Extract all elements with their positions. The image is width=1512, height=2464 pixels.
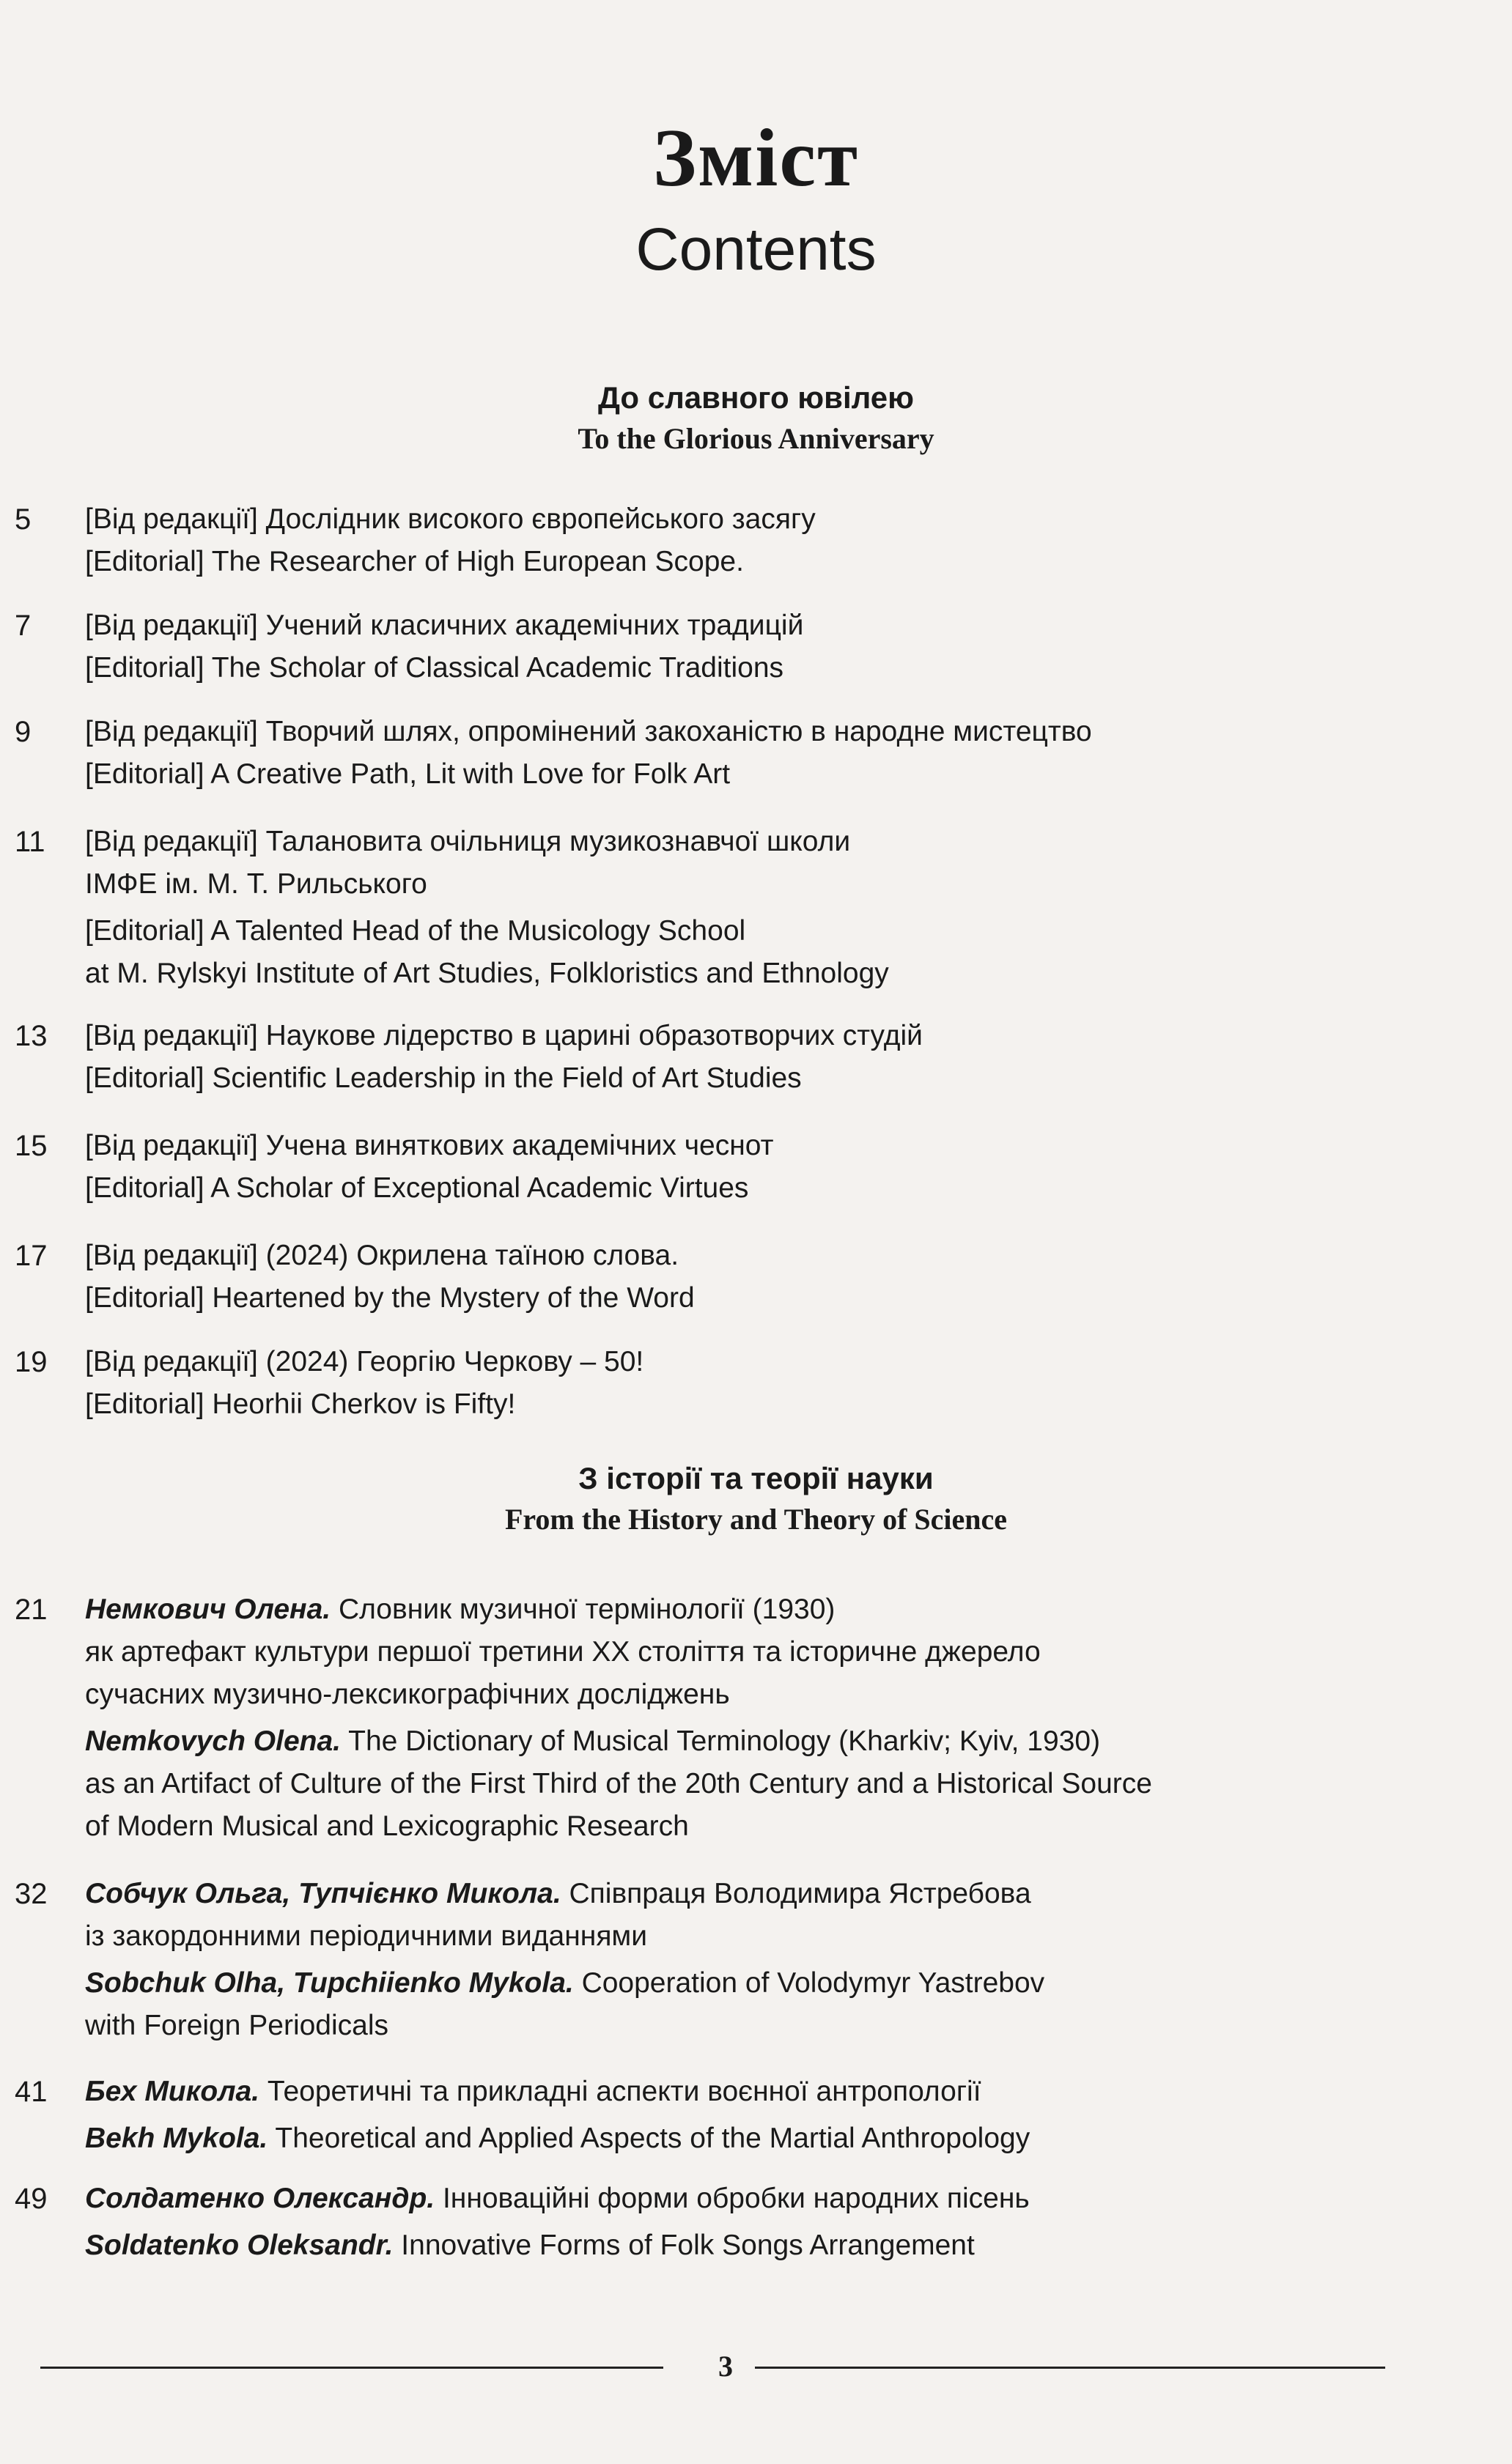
- section-title-en: To the Glorious Anniversary: [578, 422, 934, 455]
- toc-title-en: [Editorial] A Creative Path, Lit with Love for Folk Art: [85, 758, 731, 790]
- toc-author-en: Bekh Mykola.: [85, 2123, 268, 2154]
- toc-title-uk: [Від редакції] (2024) Окрилена таїною слова.: [85, 1240, 679, 1271]
- toc-page-number: 15: [15, 1130, 48, 1162]
- toc-page-number: 21: [15, 1594, 48, 1626]
- toc-title-en: [Editorial] Heorhii Cherkov is Fifty!: [85, 1388, 516, 1420]
- toc-title-en: [Editorial] The Researcher of High European Scope.: [85, 546, 744, 577]
- toc-title-en: with Foreign Periodicals: [85, 2010, 389, 2041]
- toc-title-uk: сучасних музично-лексикографічних досліджень: [85, 1679, 730, 1710]
- toc-entry[interactable]: [15, 498, 1480, 583]
- toc-author-uk: Собчук Ольга, Тупчієнко Микола.: [85, 1878, 561, 1909]
- toc-page-number: 32: [15, 1878, 48, 1910]
- toc-title-uk: [Від редакції] Учений класичних академічних традицій: [85, 610, 804, 641]
- footer-rule-right: [755, 2367, 1385, 2369]
- toc-title-en: Theoretical and Applied Aspects of the Martial Anthropology: [268, 2123, 1030, 2154]
- section-title-en: From the History and Theory of Science: [504, 1503, 1008, 1536]
- toc-title-uk: [Від редакції] Творчий шлях, опромінений закоханістю в народне мистецтво: [85, 716, 1092, 747]
- page-title-en: Contents: [635, 216, 877, 283]
- toc-title-uk: із закордонними періодичними виданнями: [85, 1920, 648, 1952]
- toc-entry[interactable]: [15, 1588, 1480, 1848]
- toc-entry[interactable]: [15, 1125, 1480, 1210]
- toc-page-number: 17: [15, 1240, 48, 1272]
- toc-title-en: [Editorial] Heartened by the Mystery of the Word: [85, 1282, 695, 1314]
- page-title-uk: Зміст: [652, 113, 860, 204]
- toc-title-en: [Editorial] A Scholar of Exceptional Academic Virtues: [85, 1172, 749, 1204]
- toc-page-number: 9: [15, 716, 32, 748]
- toc-title-uk: [Від редакції] Учена винятковиx академічних чеснот: [85, 1130, 774, 1161]
- toc-title-uk: [Від редакції] (2024) Георгію Черкову – 50!: [85, 1346, 644, 1377]
- toc-title-en: as an Artifact of Culture of the First Third of the 20th Century and a Historical Source: [85, 1768, 1152, 1799]
- toc-title-uk: як артефакт культури першої третини ХХ століття та історичне джерело: [85, 1636, 1041, 1668]
- toc-page-number: 13: [15, 1020, 48, 1052]
- toc-title-en: at M. Rylskyi Institute of Art Studies, Folkloristics and Ethnology: [85, 958, 889, 989]
- section-heading-history-theory: [0, 1458, 1512, 1540]
- toc-entry[interactable]: [15, 821, 1480, 995]
- toc-page-number: 41: [15, 2076, 48, 2108]
- toc-author-uk: Солдатенко Олександр.: [85, 2183, 435, 2214]
- toc-page-number: 19: [15, 1346, 48, 1378]
- section-heading-anniversary: [0, 377, 1512, 459]
- page-number: 3: [718, 2350, 733, 2383]
- toc-entry[interactable]: [15, 1341, 1480, 1426]
- toc-page-number: 11: [15, 826, 45, 858]
- toc-entry[interactable]: [15, 1235, 1480, 1320]
- toc-page-number: 5: [15, 503, 32, 536]
- toc-entry[interactable]: [15, 2178, 1480, 2267]
- toc-author-en: Soldatenko Oleksandr.: [85, 2230, 394, 2261]
- toc-title-en: Innovative Forms of Folk Songs Arrangement: [393, 2230, 975, 2261]
- toc-entry[interactable]: [15, 1015, 1480, 1100]
- toc-entry[interactable]: [15, 1873, 1480, 2047]
- toc-title-uk: Співпраця Володимира Ястребова: [561, 1878, 1031, 1909]
- section-title-uk: З історії та теорії науки: [578, 1461, 934, 1495]
- toc-title-uk: [Від редакції] Дослідник високого європейського засягу: [85, 503, 816, 535]
- toc-title-uk: [Від редакції] Талановита очільниця музикознавчої школи: [85, 826, 851, 857]
- toc-title-uk: Інноваційні форми обробки народних пісень: [435, 2183, 1030, 2214]
- toc-entry[interactable]: [15, 604, 1480, 689]
- toc-author-uk: Немкович Олена.: [85, 1594, 331, 1625]
- toc-title-uk: Теоретичні та прикладні аспекти воєнної антропології: [259, 2076, 981, 2107]
- toc-page-number: 7: [15, 610, 32, 642]
- toc-title-en: The Dictionary of Musical Terminology (Kharkiv; Kyiv, 1930): [340, 1725, 1101, 1757]
- toc-page-number: 49: [15, 2183, 48, 2215]
- toc-title-en: [Editorial] The Scholar of Classical Academic Traditions: [85, 652, 784, 684]
- toc-title-en: Cooperation of Volodymyr Yastrebov: [573, 1967, 1045, 1999]
- toc-title-uk: ІМФЕ ім. М. Т. Рильського: [85, 868, 427, 900]
- toc-title-en: of Modern Musical and Lexicographic Research: [85, 1810, 689, 1842]
- footer-rule-left: [40, 2367, 663, 2369]
- toc-title-uk: Словник музичної термінології (1930): [331, 1594, 836, 1625]
- toc-title-uk: [Від редакції] Наукове лідерство в царині образотворчих студій: [85, 1020, 923, 1051]
- toc-author-en: Nemkovych Olena.: [85, 1725, 341, 1757]
- toc-title-en: [Editorial] Scientific Leadership in the Field of Art Studies: [85, 1062, 802, 1094]
- toc-entry[interactable]: [15, 2071, 1480, 2160]
- toc-entry[interactable]: [15, 711, 1480, 796]
- toc-author-uk: Бех Микола.: [85, 2076, 259, 2107]
- toc-author-en: Sobchuk Olha, Tupchiienko Mykola.: [85, 1967, 574, 1999]
- toc-title-en: [Editorial] A Talented Head of the Musicology School: [85, 915, 746, 947]
- section-title-uk: До славного ювілею: [598, 380, 914, 415]
